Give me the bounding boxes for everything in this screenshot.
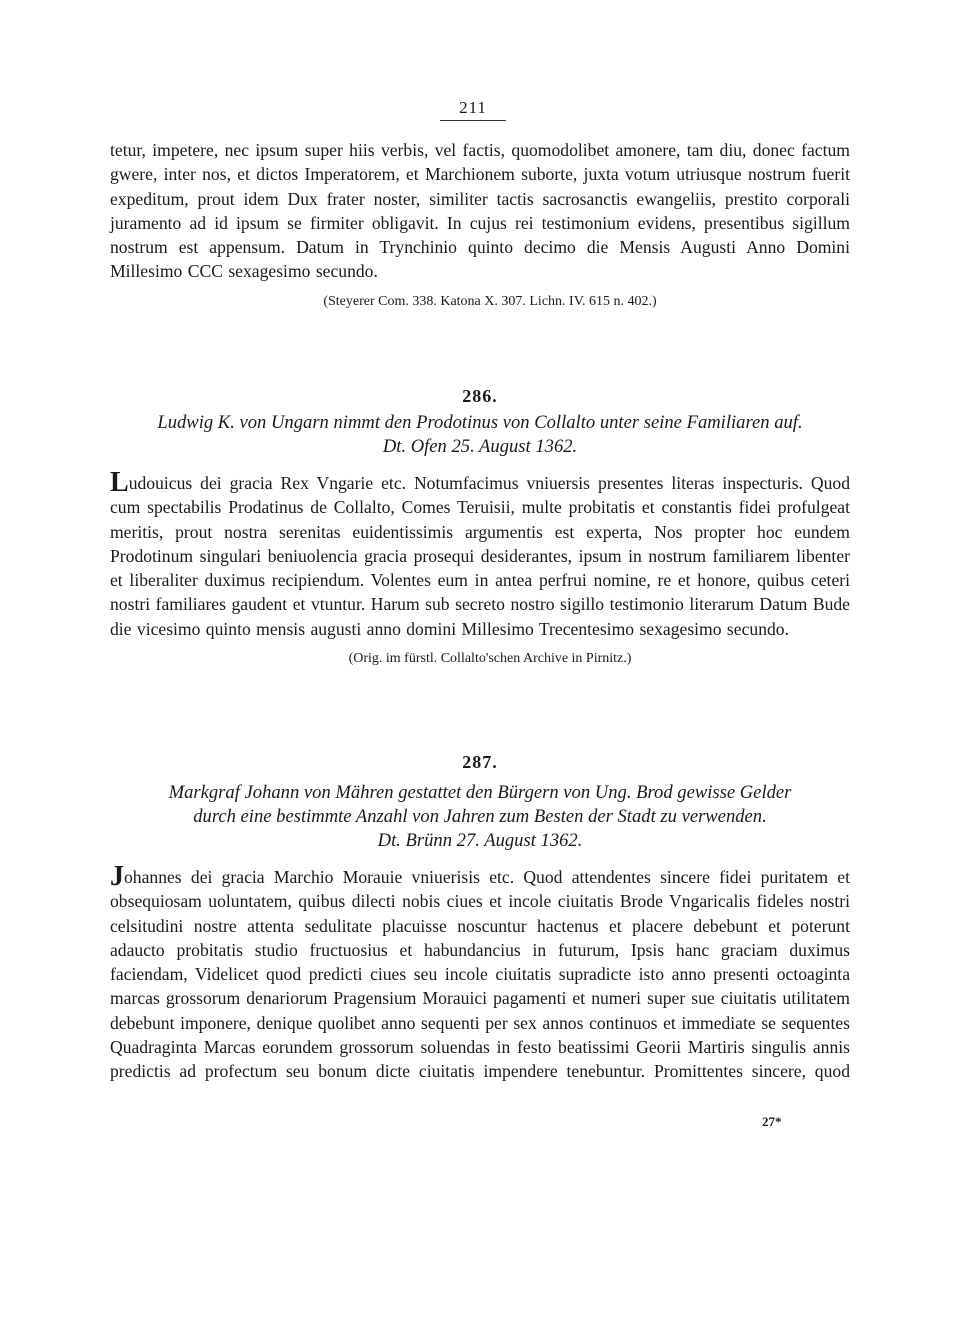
document-number: 287. (462, 752, 498, 772)
initial-letter: L (110, 467, 129, 498)
document-date: Dt. Brünn 27. August 1362. (377, 830, 583, 851)
intro-paragraph: tetur, impetere, nec ipsum super hiis verbis, vel factis, quomodolibet amonere, tam diu, donec factum gwere, inter nos, et dictos Imperatorem, et Marchionem suborte, juxta votum utriusque nostrum fuerit expeditum, prout idem Dux frater noster, similiter tactis sacrosanctis ewangeliis, prestito corporali juramento ad id ipsum se firmiter obligavit. In cujus rei testimonium evidens, presentibus sigillum nostrum est appensum. Datum in Trynchinio quinto decimo die Mensis Augusti Anno Domini Millesimo CCC sexagesimo secundo. (110, 140, 850, 282)
document-citation: (Orig. im fürstl. Collalto'schen Archive in Pirnitz.) (348, 651, 632, 667)
document-286 (110, 386, 850, 669)
document-number: 286. (462, 386, 498, 406)
document-body (110, 861, 850, 1084)
intro-section (110, 138, 850, 312)
document-287 (110, 752, 850, 1084)
document-heading: Markgraf Johann von Mähren gestattet den Bürgern von Ung. Brod gewisse Gelder (168, 782, 792, 803)
document-text: ohannes dei gracia Marchio Morauie vniuerisis etc. Quod attendentes sincere fidei puritatem et obsequiosam uoluntatem, quibus dilecti nobis ciues et incole ciuitatis Brode Vngaricalis fideles nostri celsitudini nostre attenta sedulitate placuisse noscuntur hactenus et placere debebunt et poterunt adaucto probitatis studio fructuosius et habundancius in futurum, Ipsis hanc graciam duximus faciendam, Videlicet quod predicti ciues seu incole ciuitatis supradicte isto anno presenti octoaginta marcas grossorum denariorum Pragensium Morauici pagamenti et numeri super sue ciuitatis utilitatem debebunt imponere, denique quolibet anno sequenti per sex annos continuos et immediate se sequentes Quadraginta Marcas eorundem grossorum soluendas in festo beatissimi Georii Martiris singulis annis predictis ad profectum seu bonum dicte ciuitatis impendere tenebuntur. Promittentes sincere, quod (110, 867, 850, 1082)
document-text: udouicus dei gracia Rex Vngarie etc. Notumfacimus vniuersis presentes literas inspecturis. Quod cum spectabilis Prodatinus de Collalto, Comes Teruisii, multe probitatis et constantis fidei profulgeat meritis, prout nostra serenitas euidentissimis argumentis est experta, Nos propter hoc eundem Prodotinum singulari beniuolencia gracia prosequi desiderantes, ipsum in nostrum familiarem libenter et liberaliter duximus recipiendum. Volentes eum in antea perfrui nomine, re et honore, quibus ceteri nostri familiares gaudent et vtuntur. Harum sub secreto nostro sigillo testimonio literarum Datum Bude die vicesimo quinto mensis augusti anno domini Millesimo Trecentesimo sexagesimo secundo. (110, 473, 850, 639)
page-number: 211 (440, 98, 506, 121)
document-body (110, 467, 850, 641)
document-heading: Ludwig K. von Ungarn nimmt den Prodotinus von Collalto unter seine Familiaren auf. (157, 412, 803, 433)
signature-mark: 27* (762, 1114, 782, 1129)
intro-citation: (Steyerer Com. 338. Katona X. 307. Lichn. IV. 615 n. 402.) (323, 293, 657, 309)
initial-letter: J (110, 861, 124, 892)
document-heading-continued: durch eine bestimmte Anzahl von Jahren zum Besten der Stadt zu verwenden. (193, 806, 767, 827)
document-date: Dt. Ofen 25. August 1362. (382, 436, 578, 457)
